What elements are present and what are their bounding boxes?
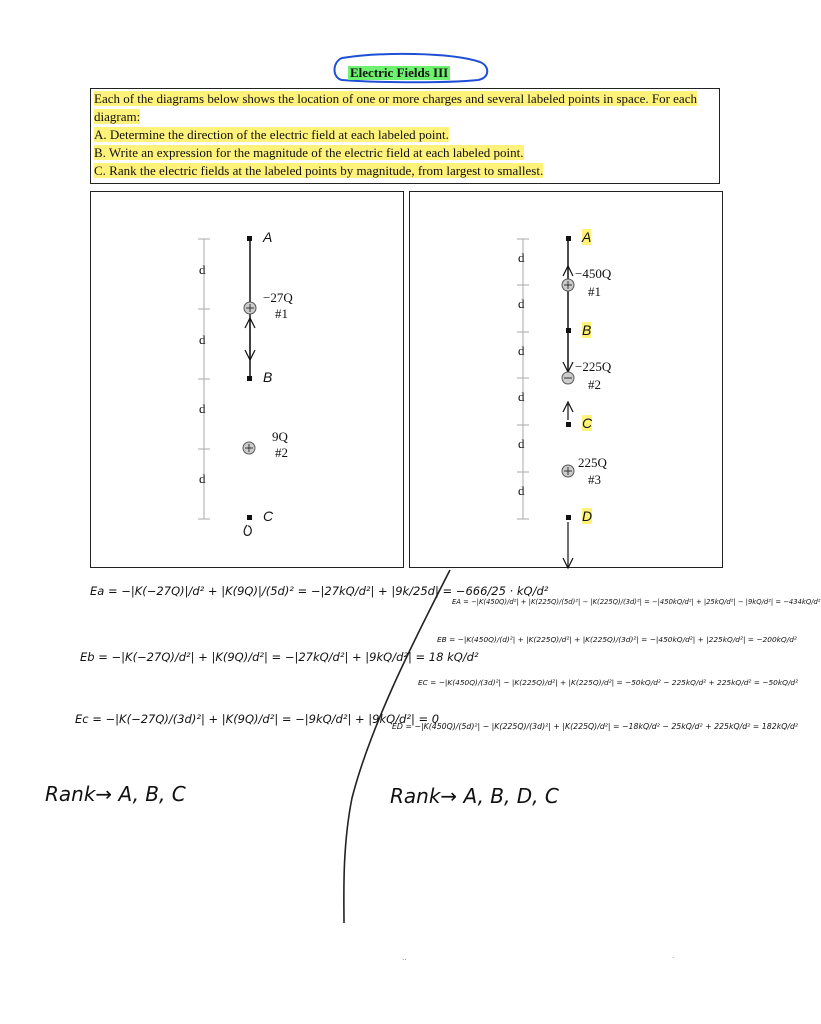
charge-2-id: #2 xyxy=(588,377,601,392)
handwritten-left-ec: Ec = −|K(−27Q)/(3d)²| + |K(9Q)/d²| = −|9kQ/d²| + |9kQ/d²| = 0 xyxy=(75,712,440,726)
instruction-item-c: C. Rank the electric fields at the labeled points by magnitude, from largest to smallest. xyxy=(94,163,544,178)
diagram-left-panel xyxy=(90,191,404,568)
point-c-marker xyxy=(247,515,252,520)
point-d-label: D xyxy=(582,508,593,524)
spacing-label: d xyxy=(199,471,206,486)
spacing-label: d xyxy=(199,262,206,277)
spacing-label: d xyxy=(518,296,525,311)
spacing-label: d xyxy=(199,332,206,347)
point-d-marker xyxy=(566,515,571,520)
point-a-label: A xyxy=(263,229,273,245)
spacing-label: d xyxy=(518,343,525,358)
point-a-marker xyxy=(247,236,252,241)
instructions-box xyxy=(90,88,720,184)
footer-mark: ·· xyxy=(402,956,407,964)
point-b-marker xyxy=(247,376,252,381)
point-a-marker xyxy=(566,236,571,241)
point-c-marker xyxy=(566,422,571,427)
diagram-right-panel xyxy=(409,191,723,568)
point-b-label: B xyxy=(582,322,592,338)
point-b-label: B xyxy=(263,369,273,385)
charge-2-value: 9Q xyxy=(272,429,288,444)
handwritten-right-ec: EC = −|K(450Q)/(3d)²| − |K(225Q)/d²| + |K(225Q)/d²| = −50kQ/d² − 225kQ/d² + 225kQ/d² = −50kQ/d² xyxy=(418,678,799,687)
handwritten-right-eb: EB = −|K(450Q)/(d)²| + |K(225Q)/d²| + |K(225Q)/(3d)²| = −|450kQ/d²| + |225kQ/d²| = −200kQ/d² xyxy=(437,635,797,644)
point-c-label: C xyxy=(263,508,274,524)
page-title: Electric Fields III xyxy=(350,65,449,80)
point-c-label: C xyxy=(582,415,593,431)
charge-3-value: 225Q xyxy=(578,455,607,470)
charge-2-value: −225Q xyxy=(575,359,612,374)
handwritten-right-rank: Rank→ A, B, D, C xyxy=(390,784,559,808)
spacing-label: d xyxy=(199,401,206,416)
spacing-label: d xyxy=(518,250,525,265)
charge-1-value: −450Q xyxy=(575,266,612,281)
instruction-item-b: B. Write an expression for the magnitude of the electric field at each labeled point. xyxy=(94,145,524,160)
footer-mark: · xyxy=(672,954,675,962)
charge-1-value: −27Q xyxy=(263,290,293,305)
diagram-left-drawing xyxy=(91,192,403,567)
spacing-label: d xyxy=(518,483,525,498)
spacing-label: d xyxy=(518,436,525,451)
handwritten-divider xyxy=(330,568,460,928)
point-a-label: A xyxy=(582,229,592,245)
title-area xyxy=(330,52,492,84)
charge-3-id: #3 xyxy=(588,472,601,487)
handwritten-left-eb: Eb = −|K(−27Q)/d²| + |K(9Q)/d²| = −|27kQ/d²| + |9kQ/d²| = 18 kQ/d² xyxy=(80,650,479,664)
instruction-item-a: A. Determine the direction of the electric field at each labeled point. xyxy=(94,127,449,142)
handwritten-right-ed: ED = −|K(450Q)/(5d)²| − |K(225Q)/(3d)²| + |K(225Q)/d²| = −18kQ/d² − 25kQ/d² + 225kQ/d² = 182kQ/d² xyxy=(392,722,799,731)
charge-1-id: #1 xyxy=(588,284,601,299)
handwritten-left-ea: Ea = −|K(−27Q)|/d² + |K(9Q)|/(5d)² = −|27kQ/d²| + |9k/25d| = −666/25 · kQ/d² xyxy=(90,584,549,598)
charge-1-id: #1 xyxy=(275,306,288,321)
spacing-label: d xyxy=(518,389,525,404)
diagram-right-drawing xyxy=(410,192,722,567)
handwritten-left-rank: Rank→ A, B, C xyxy=(45,782,186,806)
instructions-intro: Each of the diagrams below shows the location of one or more charges and several labeled points in space. For each diagram: xyxy=(94,91,697,124)
handwritten-right-ea: EA = −|K(450Q)/d²| + |K(225Q)/(5d)²| − |K(225Q)/(3d)²| = −|450kQ/d²| + |25kQ/d²| − |9kQ/d²| = −434kQ/d² xyxy=(452,598,821,606)
charge-2-id: #2 xyxy=(275,445,288,460)
point-b-marker xyxy=(566,328,571,333)
